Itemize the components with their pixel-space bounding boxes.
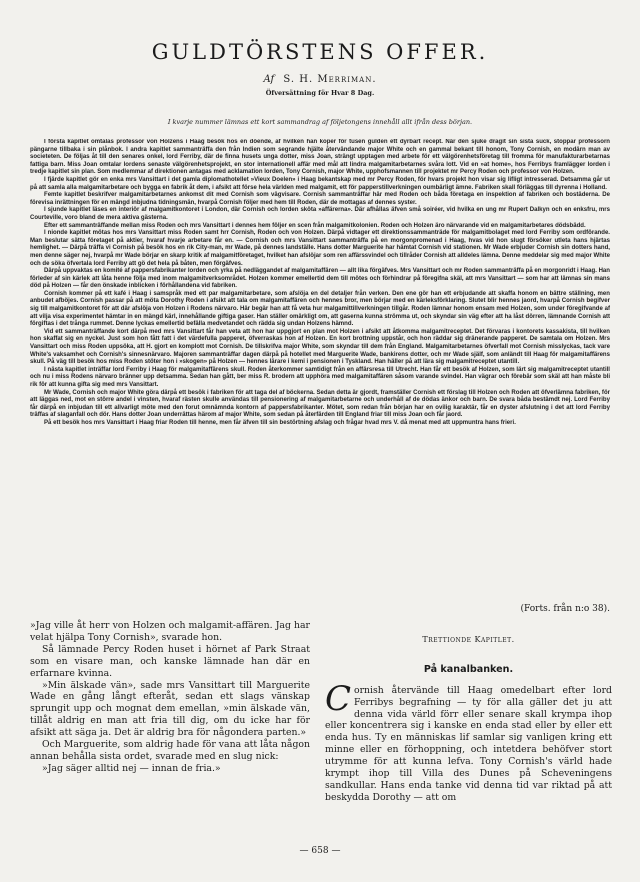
synopsis-paragraph: Därpå uppvaktas en komité af pappersfabrikanter lorden och yrka på nedläggandet af malgamitaffären — allt lika förgäfves. Mrs Vansittart och mr Roden sammanträffa på en morgonridt i Haag. Han förleder af sin kärlek att låta henne följa med inom malgamitverksområdet. Holzen kommer emellertid dem till mötes och förhindrar på föregifna skäl, att mrs Vansittart — som har att lämnas sin mans död på Holzen — får den önskade inblicken i förhållandena vid fabriken.	[30, 268, 610, 290]
byline	[0, 74, 640, 85]
story-title: GULDTÖRSTENS OFFER.	[151, 40, 489, 64]
byline-prefix: Af	[263, 74, 275, 85]
chapter-text	[325, 678, 612, 804]
body-paragraph: Och Marguerite, som aldrig hade för vana att låta någon annan behålla sista ordet, svarade med en slug nick:	[30, 739, 310, 762]
synopsis-paragraph: Efter ett sammanträffande mellan miss Roden och mrs Vansittart i dennes hem följer en scen från malgamitkolonien. Roden och Holzen äro närvarande vid en malgamitarbetares dödsbädd.	[44, 222, 586, 229]
synopsis-paragraph: I första kapitlet omtalas professor von Holzens i Haag besök hos en döende, af hvilken han koper för tusen gulden ett dyrbart recept. När den sjuke dragit sin sista suck, stoppar professorn pängarne tillbaka i sin plånbok. I andra kapitlet sammanträffa den från Indien som segrande hjälte återvändande major White och en gammal bekant till honom, Tony Cornish, en modärn man av societeten. De följas åt till den senares onkel, lord Ferriby, där de finna husets unga dotter, miss Joan, strängt upptagen med arbete för ett välgörenhetsföretag till fromma för manufakturarbetarnas fattiga barn. Miss Joan omtalar lordens senaste välgörenhetsprojekt, en stor internationell affär med mål att lindra malgamitarbetarnes svåra lott. Vid en »at home», hos Ferribys framlägger lorden i tredje kapitlet sin plan. Som medlemmar af direktionen antagas med acklamation lorden, Tony Cornish, major White, upphofsmannen till projektet mr Percy Roden och professor von Holzen.	[30, 139, 610, 176]
synopsis-paragraph: I fjärde kapitlet gör en enka mrs Vansittart i det gamla diplomathotellet »Vieux Doelen» i Haag bekantskap med mr Percy Roden, för hvars projekt hon visar sig lifligt intresserad. Detsamma går ut på att samla alla malgamitarbetare och bygga en fabrik åt dem, i afsikt att förse hela världen med malgamit, ett för papperstillverkningen oumbärligt ämne. Fabriken skall förläggas till dyrenna i Holland.	[30, 176, 610, 191]
synopsis-paragraph: I nionde kapitlet mötas hos mrs Vansittart miss Roden samt hrr Cornish, Roden och von Holzen. Därpå vidtager ett direktionssammanträde för malgamitbolaget med lord Ferriby som ordförande. Man beslutar sätta företaget på aktier, hvaraf hvarje arbetare får en. — Cornish och mrs Vansittart sammanträffa på en morgonpromenad i Haag, hvas vid hon slugt försöker utleta hans hjärtas hemlighet. — Därpå träffa vi Cornish på besök hos en rik City-man, mr Wade, på dennes landställe. Hans dotter Marguerite har hämtat Cornish vid stationen. Mr Wade erbjuder Cornish sin dotters hand, men denne säger nej, hvarpå mr Wade börjar en skarp kritik af malgamitföretaget, hvilket han afslöjar som ren affärssvindel och tillråder Cornish att alldeles lämna. Denne meddelar sig med major White och de söka öfvertala lord Ferriby att gö det hela på båten, men förgäfves.	[30, 230, 610, 267]
chapter-title: På kanalbanken.	[423, 663, 514, 675]
summary-note: I kvarje nummer lämnas ett kort sammandrag af följetongens innehåll allt ifrån dess början.	[167, 118, 473, 126]
right-column	[325, 604, 612, 804]
synopsis-paragraph: Vid ett sammanträffande kort därpå med mrs Vansittart får han veta att hon har uppgjort en plan mot Holzen i afsikt att åtkomma malgamitreceptet. Det förvaras i kontorets kassakista, till hvilken hon skaffat sig en nyckel. Just som hon fått fatt i det värdefulla papperet, öfverraskas hon af Holzen. En kort brottning uppstår, och hon räddar sig dränerande papperet. De samtala om Holzen. Mrs Vansittart och miss Roden uppsöka, att H. gjort en komplott mot Cornish. De tillskrifva major White, som skyndar till dem från England. Malgamitarbetarnes öfverfall mot Cornish misslyckas, tack vare White's vaksamhet och Cornish's sinnesnärvaro. Majoren sammanträffar dagen därpå på hotellet med Marguerite Wade, bankirens dotter, och mr Wade själf, som anländt till Haag för malgamitaffärens skull. På väg till besök hos miss Roden stöter hon i »skogen» på Holzen — hennes lärare i kemi i pensionen i Tyskland. Han häller på att lära sig malgamitreceptet utantill.	[30, 328, 610, 366]
body-paragraph: »Min älskade vän», sade mrs Vansittart till Marguerite Wade en gång långt efteråt, sedan ett slags vänskap sprungit upp och mognat dem emellan, »min älskade vän, tillåt aldrig en man att fria till dig, om du icke har för afsikt att säga ja. Det är aldrig bra för någondera parten.»	[30, 679, 310, 739]
page-number: — 658 —	[299, 846, 341, 856]
body-paragraph: »Jag säger alltid nej — innan de fria.»	[42, 762, 221, 774]
synopsis-paragraph: I sjunde kapitlet läses en interiör af malgamitkontoret i London, där Cornish och lorden sköta »affärerna». Där afhållas äfven små soiréer, vid hvilka en ung mr Rupert Dalkyn och en enksfru, mrs Courteville, voro bland de mera aktiva gästerna.	[30, 207, 610, 221]
synopsis-paragraph: Femte kapitlet beskrifver malgamitarbetarnes ankomst dit med Cornish som vägvisare. Cornish sammanträffar här med Roden och båda företaga en inspektion af fabriken och bostäderna. De förevisa inrättningen för en mängd inbjudna tidningsmän, hvarpå Cornish följer med hem till Roden, där de mottagas af dennes syster.	[30, 192, 610, 206]
synopsis-paragraph: På ett besök hos mrs Vansittart i Haag friar Roden till henne, men får äfven till sin bestörtning afslag och frågar hvad mrs V. då menat med att uppmuntra hans frieri.	[44, 419, 516, 426]
body-paragraph: »Jag ville åt herr von Holzen och malgamit-affären. Jag har velat hjälpa Tony Cornish», svarade hon.	[30, 620, 310, 643]
synopsis-paragraph: Mr Wade, Cornish och major White göra därpå ett besök i fabriken för att taga del af böckerna. Sedan detta är gjordt, framställer Cornish ett förslag till Holzen och Roden att öfverlämna fabriken, för att läggas ned, mot en större andel i vinsten, hvaraf rästen skulle användas till pensionering af malgamitarbetarne och underhåll af de dödas änkor och barn. De svara båda bestämdt nej. Lord Ferriby får därpå en inbjudan till ett allvarligt möte med den forut omnämnda kontorn af pappersfabrikanter. Mötet, som redan från början har en ovilig karaktär, får en dyster afslutning i det att lord Ferriby träffas af slaganfall och dör. Hans dotter Joan underrättas härom af major White, som sedan på återfärden till England friar till miss Joan och får jaord.	[30, 389, 610, 419]
translation-note: Öfversättning för Hvar 8 Dag.	[265, 89, 375, 97]
synopsis-paragraph: I nästa kapitlet inträffar lord Ferriby i Haag för malgamitaffärens skull. Roden återkommer samtidigt från en affärsresa till Utrecht. Han får ett besök af Holzen, som lärt sig malgamitreceptet utantill och nu i miss Rodens närvaro bränner upp detsamma. Sedan han gått, ber miss R. brodern att upphöra med malgamitaffären såsom varande svindel. Han vägrar och förebär som skäl att han måste bli rik för att kunna gifta sig med mrs Vansittart.	[30, 366, 610, 388]
chapter-heading: Trettionde Kapitlet.	[422, 634, 515, 644]
synopsis-section	[30, 139, 610, 567]
chapter-body: ornish återvände till Haag omedelbart efter lord Ferribys begrafning — ty för alla gäller det ju att denna vida värld förr eller senare skall krympa ihop eller koncentrera sig i kanske en enda stad eller by eller ett enda hus. Ty en människas lif samlar sig vanligen kring ett minne eller en förhoppning, och intetdera behöfver stort utrymme för att kunna lefva. Tony Cornish's värld hade krympt ihop till Villa des Dunes på Scheveningens sandkullar. Hans enda tanke vid denna tid var riktad på att beskydda Dorothy — att om	[325, 684, 612, 803]
continued-note: (Forts. från n:o 38).	[520, 604, 610, 614]
drop-cap: C	[325, 678, 352, 719]
body-paragraph: Så lämnade Percy Roden huset i hörnet af Park Straat som en visare man, och kanske lämnade han där en erfarnare kvinna.	[30, 643, 310, 679]
author-name: S. H. Merriman.	[283, 74, 377, 85]
left-column	[30, 620, 310, 775]
synopsis-paragraph: Cornish kommer på ett kafé i Haag i samspråk med ett par malgamitarbetare, som afslöja en del detaljer från verken. Den ene gör han ett erbjudande att skaffa honom en bättre ställning, men anbudet afböjes. Cornish passar på att möta Dorothy Roden i afsikt att tala om malgamitaffären och hennes bror, men börjar med en kärleksförklaring. Slutet blir hennes jaord, hvarpå Cornish begifver sig till malgamitkontoret för att där afslöja von Holzen i Rodens närvaro. Här begär han att få veta hur malgamittillverkningen tillgår. Roden lämnar honom ensam med Holzen, som under föregifvande af att vilja visa experimentet hämtar in en mängd kärl, innehållande giftiga gaser. Han ställer omärkligt om, att gaserna kunna strömma ut, och skyndar sin väg efter att ha låst dörren, lämnande Cornish att förgiftas i det trånga rummet. Denne lyckas emellertid befälla medvetandet och rädda sig undan Holzens hämnd.	[30, 290, 610, 328]
